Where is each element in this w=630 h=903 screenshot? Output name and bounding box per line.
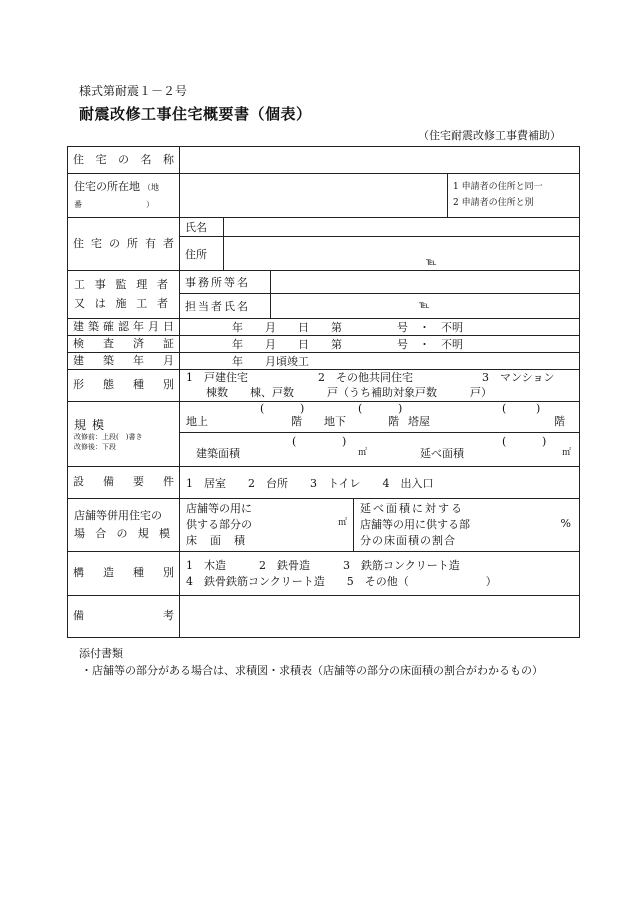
row-housing-owner bbox=[68, 218, 580, 271]
owner-name-field[interactable] bbox=[224, 218, 579, 236]
housing-owner-label: 住宅の所有者 bbox=[68, 218, 180, 271]
address-label-sub1: （地 bbox=[143, 183, 159, 192]
housing-summary-table bbox=[67, 146, 580, 638]
structure-options[interactable] bbox=[180, 552, 580, 596]
address-option-same[interactable]: 1 申請者の住所と同一 bbox=[453, 182, 543, 193]
row-remarks bbox=[68, 596, 580, 638]
above-ground-paren-open: ( bbox=[260, 402, 265, 415]
housing-name-label: 住宅の名称 bbox=[68, 147, 180, 174]
row-built-year bbox=[68, 353, 580, 370]
store-area-ratio[interactable] bbox=[354, 499, 579, 551]
scale-label-cell bbox=[68, 402, 180, 467]
row-supervisor bbox=[68, 271, 580, 319]
store-right-line3: 分の床面積の割合 bbox=[360, 533, 456, 547]
equipment-options[interactable]: 1 居室 2 台所 3 トイレ 4 出入口 bbox=[180, 467, 580, 499]
remarks-label: 備考 bbox=[68, 596, 180, 638]
confirm-date-label: 建築確認年月日 bbox=[68, 319, 180, 336]
row-housing-name bbox=[68, 147, 580, 174]
office-name-label: 事務所等名 bbox=[180, 271, 271, 293]
penthouse-paren-close: ) bbox=[536, 402, 541, 415]
office-name-field[interactable] bbox=[271, 271, 579, 293]
supervisor-label bbox=[68, 271, 180, 319]
remarks-field[interactable] bbox=[180, 596, 580, 638]
subsidy-note: （住宅耐震改修工事費補助） bbox=[418, 129, 561, 142]
form-type-option-other[interactable]: 2 その他共同住宅 bbox=[318, 371, 413, 385]
underground-label: 地下 bbox=[324, 415, 346, 428]
document-title: 耐震改修工事住宅概要書（個表） bbox=[79, 105, 312, 123]
building-area-label: 建築面積 bbox=[196, 447, 240, 460]
scale-cell bbox=[180, 402, 580, 467]
equipment-label: 設備要件 bbox=[68, 467, 180, 499]
form-type-option-mansion[interactable]: 3 マンション bbox=[482, 371, 555, 385]
store-label bbox=[68, 499, 180, 552]
owner-address-field[interactable] bbox=[224, 237, 579, 270]
row-scale bbox=[68, 402, 580, 467]
inspection-field[interactable]: 年 月 日 第 号 ・ 不明 bbox=[180, 336, 580, 353]
built-year-field[interactable]: 年 月頃竣工 bbox=[180, 353, 580, 370]
supervisor-cell bbox=[180, 271, 580, 319]
inspection-label: 検査済証 bbox=[68, 336, 180, 353]
underground-floors-unit: 階 bbox=[388, 415, 399, 428]
above-ground-paren-close: ) bbox=[300, 402, 305, 415]
confirm-date-field[interactable]: 年 月 日 第 号 ・ 不明 bbox=[180, 319, 580, 336]
built-year-label: 建築年月 bbox=[68, 353, 180, 370]
building-area-paren-open: ( bbox=[292, 435, 297, 448]
address-label-sub3: ） bbox=[146, 199, 154, 209]
underground-paren-close: ) bbox=[398, 402, 403, 415]
row-form-type bbox=[68, 370, 580, 402]
owner-name-label: 氏名 bbox=[180, 218, 224, 236]
above-ground-label: 地上 bbox=[186, 415, 208, 428]
store-label-line2: 場合の規模 bbox=[74, 527, 170, 540]
address-label-main: 住宅の所在地 bbox=[74, 180, 140, 193]
address-option-different[interactable]: 2 申請者の住所と別 bbox=[453, 197, 534, 208]
row-inspection bbox=[68, 336, 580, 353]
housing-address-field[interactable] bbox=[180, 174, 448, 217]
structure-line1: 1 木造 2 鉄骨造 3 鉄筋コンクリート造 bbox=[186, 558, 460, 572]
store-right-line2: 店舗等の用に供する部 bbox=[360, 518, 470, 532]
scale-floors-row[interactable] bbox=[180, 402, 579, 433]
row-structure bbox=[68, 552, 580, 596]
form-type-cell bbox=[180, 370, 580, 402]
address-options bbox=[448, 174, 579, 217]
store-left-line1: 店舗等の用に bbox=[186, 502, 252, 516]
building-area-paren-close: ) bbox=[342, 435, 347, 448]
penthouse-floors-unit: 階 bbox=[554, 415, 565, 428]
owner-address-label: 住所 bbox=[180, 237, 224, 270]
row-equipment bbox=[68, 467, 580, 499]
total-area-paren-close: ) bbox=[542, 435, 547, 448]
structure-line2: 4 鉄骨鉄筋コンクリート造 5 その他（ ） bbox=[186, 574, 497, 588]
attachments-title: 添付書類 bbox=[79, 647, 123, 660]
form-number: 様式第耐震１－２号 bbox=[79, 84, 188, 98]
person-name-field[interactable] bbox=[271, 294, 579, 318]
total-floor-area-label: 延べ面積 bbox=[420, 447, 464, 460]
structure-label: 構造種別 bbox=[68, 552, 180, 596]
scale-note-after: 改修後：下段 bbox=[74, 442, 116, 451]
row-store bbox=[68, 499, 580, 552]
penthouse-label: 塔屋 bbox=[408, 415, 430, 428]
building-area-unit: ㎡ bbox=[358, 448, 368, 458]
penthouse-paren-open: ( bbox=[502, 402, 507, 415]
address-label-sub2: 番 bbox=[74, 199, 82, 209]
scale-area-row[interactable] bbox=[180, 433, 579, 466]
supervisor-label-line1: 工事監理者 bbox=[74, 277, 168, 291]
owner-tel-mark: ℡ bbox=[426, 257, 437, 268]
form-type-units[interactable]: 棟数 棟、戸数 戸（うち補助対象戸数 戸） bbox=[206, 386, 492, 400]
housing-address-cell bbox=[180, 174, 580, 218]
store-ratio-unit: % bbox=[560, 517, 571, 530]
store-left-line3: 床 面 積 bbox=[186, 533, 246, 547]
form-type-option-detached[interactable]: 1 戸建住宅 bbox=[186, 371, 248, 385]
scale-label: 規模 bbox=[74, 417, 111, 432]
housing-name-field[interactable] bbox=[180, 147, 580, 174]
store-cell bbox=[180, 499, 580, 552]
store-area-unit: ㎡ bbox=[337, 518, 347, 528]
supervisor-label-line2: 又は施工者 bbox=[74, 296, 168, 310]
total-floor-area-unit: ㎡ bbox=[562, 448, 572, 458]
store-left-line2: 供する部分の bbox=[186, 518, 252, 532]
store-label-line1: 店舗等併用住宅の bbox=[74, 509, 162, 523]
housing-owner-cell bbox=[180, 218, 580, 271]
store-right-line1: 延べ面積に対する bbox=[360, 502, 464, 516]
total-area-paren-open: ( bbox=[502, 435, 507, 448]
attachments-note: ・店舗等の部分がある場合は、求積図・求積表（店舗等の部分の床面積の割合がわかるもの） bbox=[81, 664, 543, 677]
store-floor-area[interactable] bbox=[180, 499, 354, 551]
person-name-label: 担当者氏名 bbox=[180, 294, 271, 318]
housing-address-label bbox=[68, 174, 180, 218]
underground-paren-open: ( bbox=[358, 402, 363, 415]
supervisor-tel-mark: ℡ bbox=[419, 300, 430, 311]
row-confirm-date bbox=[68, 319, 580, 336]
above-ground-floors-unit: 階 bbox=[291, 415, 302, 428]
scale-note-before: 改修前：上段( )書き bbox=[74, 432, 143, 441]
row-housing-address bbox=[68, 174, 580, 218]
form-type-label: 形態種別 bbox=[68, 370, 180, 402]
